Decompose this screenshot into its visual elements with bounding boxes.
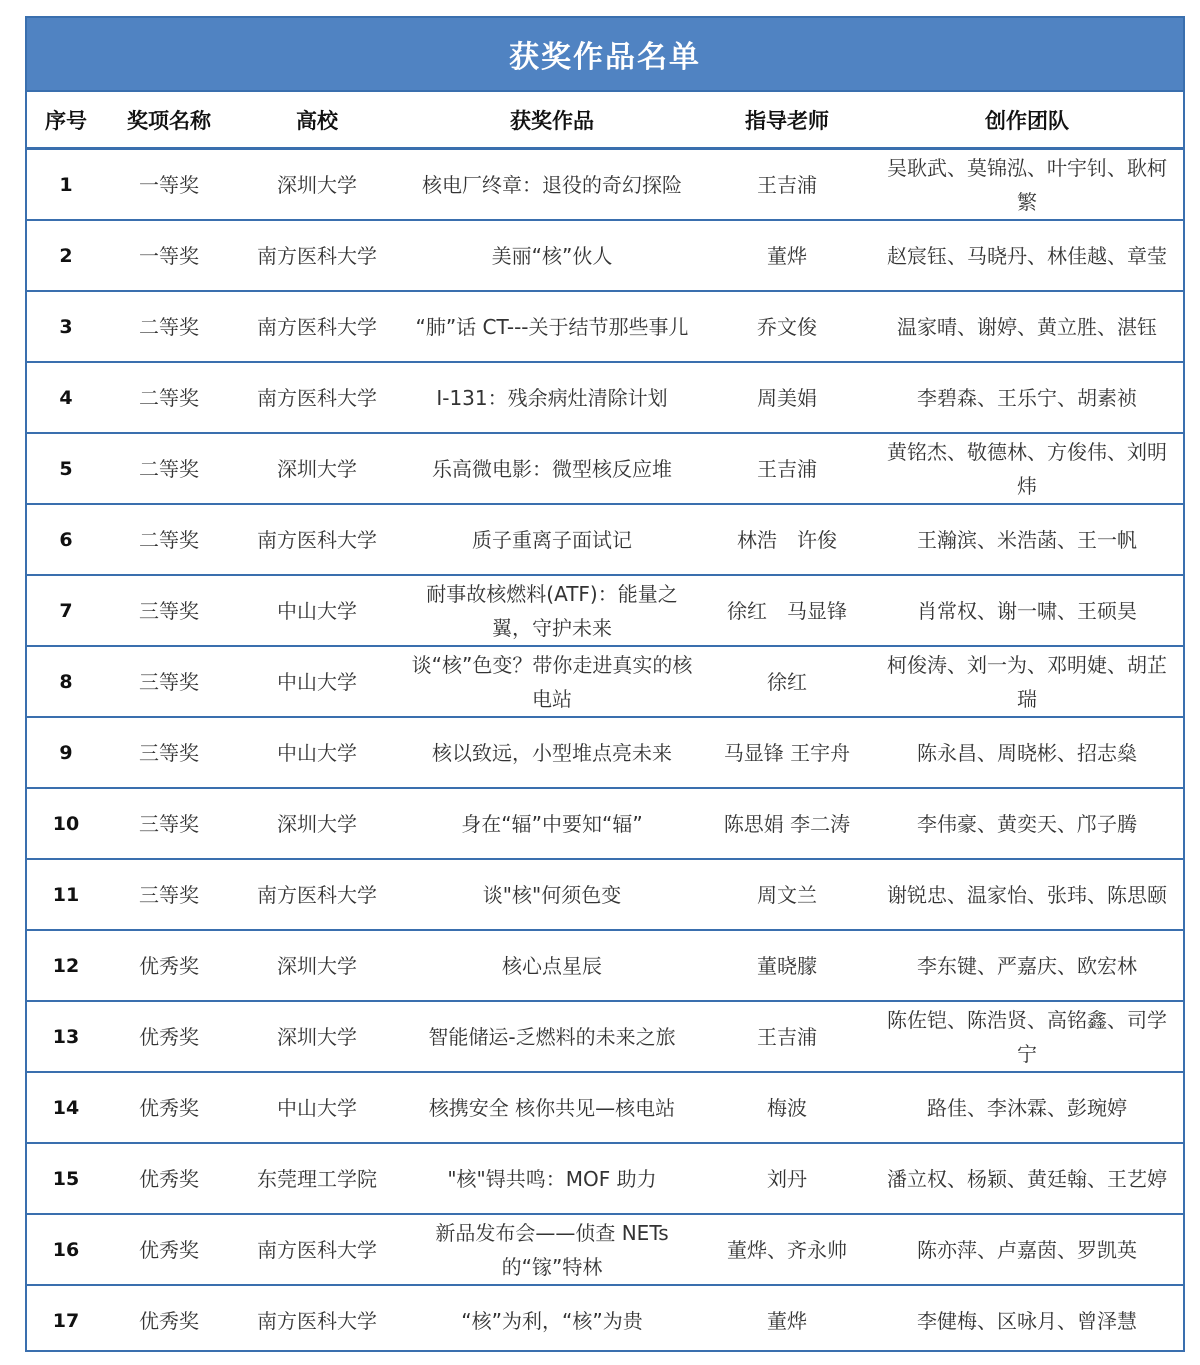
cell-school: 中山大学 — [233, 1072, 401, 1143]
table-row — [27, 930, 1183, 1001]
cell-advisor: 徐红 — [703, 646, 871, 717]
cell-team: 肖常权、谢一啸、王硕昊 — [871, 575, 1183, 646]
cell-advisor: 乔文俊 — [703, 291, 871, 362]
table-row — [27, 1214, 1183, 1285]
cell-work: 身在“辐”中要知“辐” — [401, 788, 703, 859]
table-row — [27, 1072, 1183, 1143]
cell-school: 南方医科大学 — [233, 1214, 401, 1285]
table-row — [27, 149, 1183, 221]
header-work: 获奖作品 — [401, 92, 703, 149]
table-row — [27, 504, 1183, 575]
table-row — [27, 717, 1183, 788]
award-list-frame — [25, 16, 1185, 1352]
table-row — [27, 220, 1183, 291]
cell-index: 14 — [27, 1072, 105, 1143]
cell-team: 柯俊涛、刘一为、邓明婕、胡芷瑞 — [871, 646, 1183, 717]
cell-award: 一等奖 — [105, 149, 233, 221]
cell-award: 三等奖 — [105, 575, 233, 646]
cell-index: 11 — [27, 859, 105, 930]
page-title: 获奖作品名单 — [27, 18, 1183, 92]
cell-team: 李健梅、区咏月、曾泽慧 — [917, 1308, 1137, 1333]
cell-school: 南方医科大学 — [233, 859, 401, 930]
cell-advisor: 林浩 许俊 — [703, 504, 871, 575]
header-index: 序号 — [27, 92, 105, 149]
cell-team: 温家晴、谢婷、黄立胜、湛钰 — [871, 291, 1183, 362]
cell-team: 王瀚滨、米浩菡、王一帆 — [871, 504, 1183, 575]
cell-work: 智能储运-乏燃料的未来之旅 — [401, 1001, 703, 1072]
cell-school: 南方医科大学 — [233, 504, 401, 575]
cell-advisor: 梅波 — [703, 1072, 871, 1143]
cell-team: 赵宸钰、马晓丹、林佳越、章莹 — [871, 220, 1183, 291]
cell-index: 7 — [27, 575, 105, 646]
cell-school: 南方医科大学 — [257, 1308, 377, 1333]
table-row — [27, 362, 1183, 433]
table-row — [27, 1143, 1183, 1214]
cell-work: 核心点星辰 — [401, 930, 703, 1001]
cell-index: 12 — [27, 930, 105, 1001]
cell-award: 二等奖 — [105, 362, 233, 433]
table-row — [27, 788, 1183, 859]
cell-advisor: 刘丹 — [703, 1143, 871, 1214]
cell-school: 中山大学 — [233, 717, 401, 788]
cell-index: 17 — [52, 1309, 80, 1332]
cell-team: 路佳、李沐霖、彭琬婷 — [871, 1072, 1183, 1143]
cell-advisor: 董烨、齐永帅 — [703, 1214, 871, 1285]
table-body — [27, 149, 1183, 1356]
cell-advisor: 徐红 马显锋 — [703, 575, 871, 646]
cell-index: 2 — [27, 220, 105, 291]
cell-team: 黄铭杰、敬德林、方俊伟、刘明炜 — [871, 433, 1183, 504]
cell-index: 10 — [27, 788, 105, 859]
award-table — [27, 92, 1183, 1355]
header-advisor: 指导老师 — [703, 92, 871, 149]
table-row — [27, 1001, 1183, 1072]
cell-index: 8 — [27, 646, 105, 717]
cell-advisor: 马显锋 王宇舟 — [703, 717, 871, 788]
cell-advisor: 董晓朦 — [703, 930, 871, 1001]
table-row — [27, 433, 1183, 504]
cell-work: “肺”话 CT---关于结节那些事儿 — [401, 291, 703, 362]
cell-award: 优秀奖 — [105, 930, 233, 1001]
cell-index: 4 — [27, 362, 105, 433]
cell-award: 优秀奖 — [105, 1143, 233, 1214]
cell-advisor: 王吉浦 — [703, 1001, 871, 1072]
cell-index: 13 — [27, 1001, 105, 1072]
cell-index: 15 — [27, 1143, 105, 1214]
header-award: 奖项名称 — [105, 92, 233, 149]
cell-award: 优秀奖 — [105, 1214, 233, 1285]
cell-award: 三等奖 — [105, 788, 233, 859]
cell-team: 潘立权、杨颖、黄廷翰、王艺婷 — [871, 1143, 1183, 1214]
cell-team: 李碧森、王乐宁、胡素祯 — [871, 362, 1183, 433]
cell-team: 陈亦萍、卢嘉茵、罗凯英 — [871, 1214, 1183, 1285]
cell-work: 耐事故核燃料(ATF)：能量之翼，守护未来 — [401, 575, 703, 646]
cell-team: 吴耿武、莫锦泓、叶宇钊、耿柯繁 — [871, 149, 1183, 221]
cell-team: 李东键、严嘉庆、欧宏林 — [871, 930, 1183, 1001]
cell-school: 深圳大学 — [233, 788, 401, 859]
cell-index: 16 — [27, 1214, 105, 1285]
cell-index: 3 — [27, 291, 105, 362]
cell-work: 质子重离子面试记 — [401, 504, 703, 575]
cell-advisor: 周美娟 — [703, 362, 871, 433]
cell-school: 中山大学 — [233, 575, 401, 646]
table-row — [27, 1285, 1183, 1355]
cell-award: 二等奖 — [105, 291, 233, 362]
cell-work: 乐高微电影：微型核反应堆 — [401, 433, 703, 504]
table-row — [27, 291, 1183, 362]
cell-work: 核以致远，小型堆点亮未来 — [401, 717, 703, 788]
table-row — [27, 859, 1183, 930]
cell-team: 陈佐铠、陈浩贤、高铭鑫、司学宁 — [871, 1001, 1183, 1072]
cell-award: 优秀奖 — [105, 1001, 233, 1072]
cell-award: 一等奖 — [105, 220, 233, 291]
cell-work: 核电厂终章：退役的奇幻探险 — [401, 149, 703, 221]
cell-school: 南方医科大学 — [233, 362, 401, 433]
cell-work: "核"锝共鸣：MOF 助力 — [401, 1143, 703, 1214]
cell-advisor: 董烨 — [703, 220, 871, 291]
table-row — [27, 646, 1183, 717]
cell-work: I-131：残余病灶清除计划 — [401, 362, 703, 433]
cell-team: 陈永昌、周晓彬、招志燊 — [871, 717, 1183, 788]
cell-index: 9 — [27, 717, 105, 788]
cell-team: 谢锐忠、温家怡、张玮、陈思颐 — [871, 859, 1183, 930]
cell-work: 谈"核"何须色变 — [401, 859, 703, 930]
header-team: 创作团队 — [871, 92, 1183, 149]
cell-advisor: 陈思娟 李二涛 — [703, 788, 871, 859]
cell-team: 李伟豪、黄奕天、邝子腾 — [871, 788, 1183, 859]
cell-award: 三等奖 — [105, 717, 233, 788]
cell-school: 深圳大学 — [233, 1001, 401, 1072]
cell-award: 优秀奖 — [139, 1308, 199, 1333]
cell-school: 南方医科大学 — [233, 291, 401, 362]
cell-advisor: 周文兰 — [703, 859, 871, 930]
cell-index: 5 — [27, 433, 105, 504]
cell-award: 优秀奖 — [105, 1072, 233, 1143]
cell-advisor: 董烨 — [767, 1308, 807, 1333]
cell-index: 1 — [27, 149, 105, 221]
cell-work: “核”为利，“核”为贵 — [461, 1308, 643, 1333]
cell-work: 美丽“核”伙人 — [401, 220, 703, 291]
cell-award: 三等奖 — [105, 646, 233, 717]
table-header-row — [27, 92, 1183, 149]
cell-award: 二等奖 — [105, 504, 233, 575]
cell-work: 核携安全 核你共见—核电站 — [401, 1072, 703, 1143]
cell-work: 新品发布会——侦查 NETs的“镓”特林 — [401, 1214, 703, 1285]
cell-award: 三等奖 — [105, 859, 233, 930]
cell-school: 深圳大学 — [233, 149, 401, 221]
cell-advisor: 王吉浦 — [703, 433, 871, 504]
cell-work: 谈“核”色变？带你走进真实的核电站 — [401, 646, 703, 717]
header-school: 高校 — [233, 92, 401, 149]
cell-index: 6 — [27, 504, 105, 575]
cell-school: 中山大学 — [233, 646, 401, 717]
cell-school: 深圳大学 — [233, 930, 401, 1001]
cell-school: 南方医科大学 — [233, 220, 401, 291]
cell-advisor: 王吉浦 — [703, 149, 871, 221]
cell-award: 二等奖 — [105, 433, 233, 504]
table-row — [27, 575, 1183, 646]
cell-school: 东莞理工学院 — [233, 1143, 401, 1214]
cell-school: 深圳大学 — [233, 433, 401, 504]
